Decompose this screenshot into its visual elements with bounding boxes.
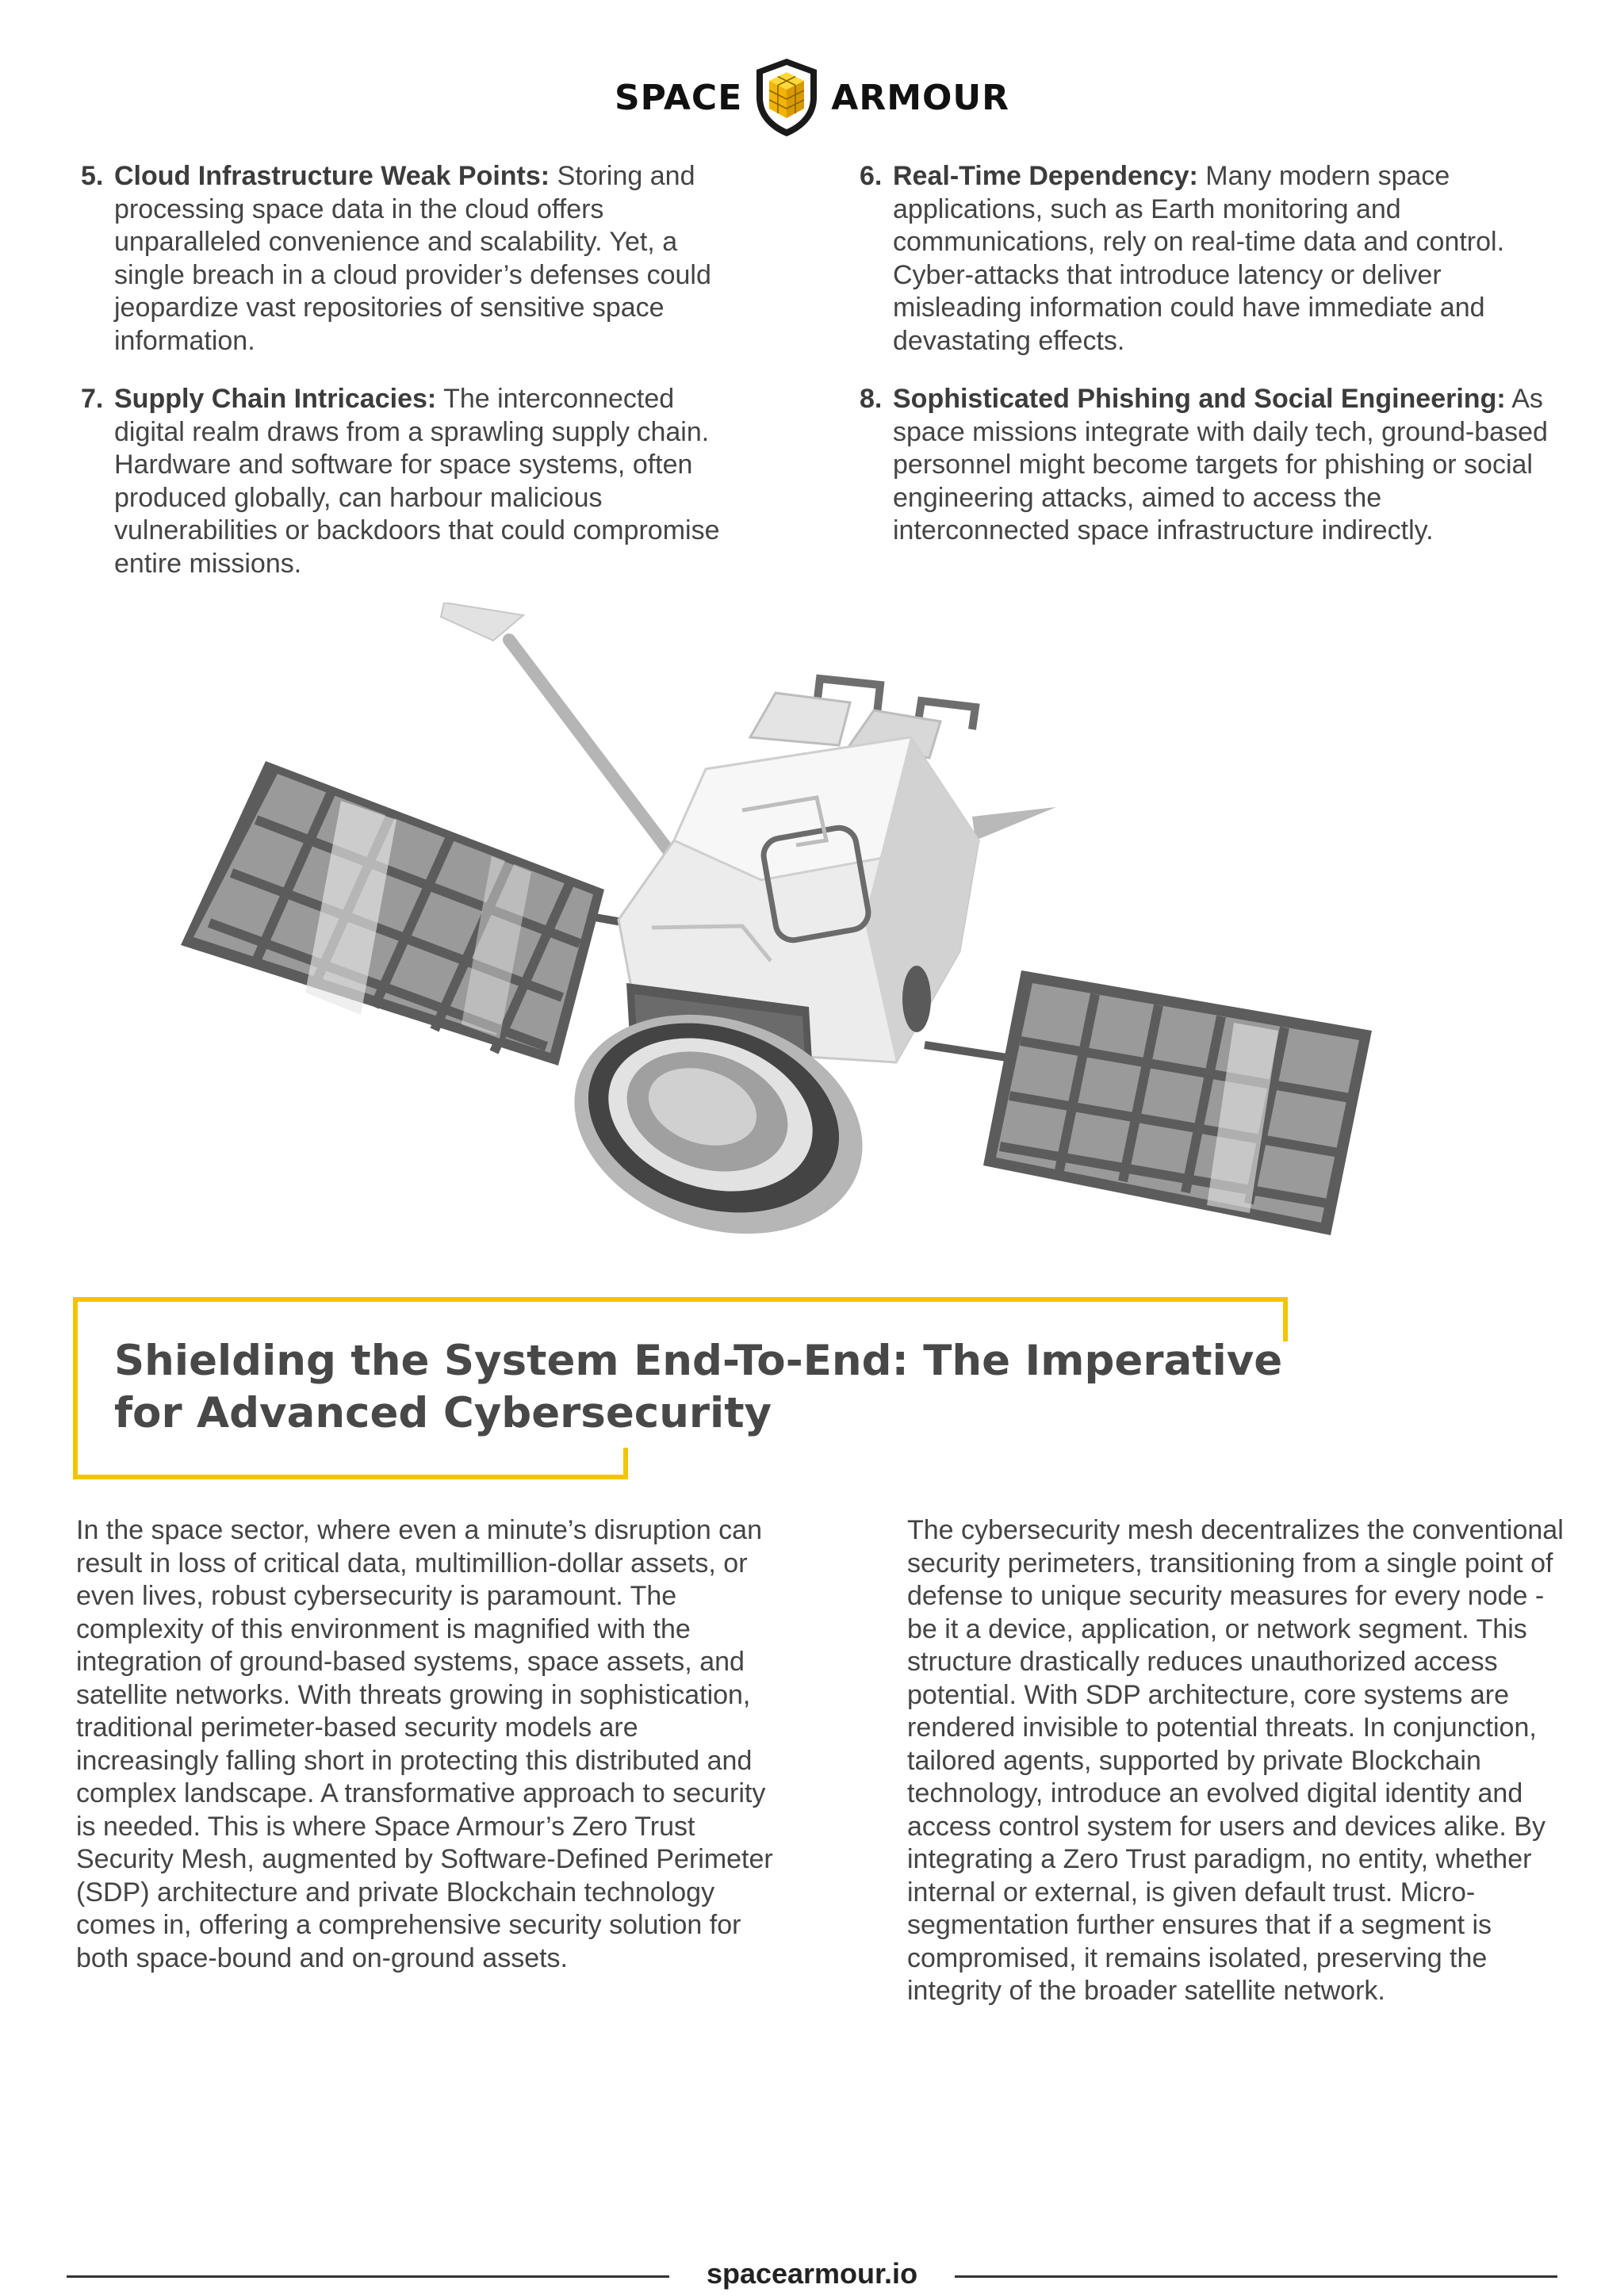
threat-number: 8. xyxy=(860,384,883,414)
footer-divider-left xyxy=(67,2275,669,2278)
threat-text: Storing and processing space data in the cloud offers unparalleled convenience and scalability. Yet, a single breach in a cloud provider’s defenses could jeopardize vast repositories of sensitive space information. xyxy=(114,161,711,356)
threat-text: As space missions integrate with daily tech, ground-based personnel might become targets for phishing or social engineering attacks, aimed to access the interconnected space infrastructure indirectly. xyxy=(893,384,1548,545)
threat-item-6 xyxy=(860,160,1559,358)
frame-line-bottom xyxy=(73,1475,628,1479)
threat-item-8 xyxy=(860,383,1559,548)
brand-word-armour: ARMOUR xyxy=(831,77,1010,118)
frame-line-left xyxy=(73,1297,78,1479)
section-heading: Shielding the System End-To-End: The Imperative for Advanced Cybersecurity xyxy=(114,1337,1283,1437)
threat-text: Many modern space applications, such as Earth monitoring and communications, rely on real-time data and control. Cyber-attacks that introduce latency or deliver misleading information could have immediate and devastating effects. xyxy=(893,161,1505,356)
brand-header xyxy=(0,54,1624,141)
threat-title: Real-Time Dependency: xyxy=(893,161,1198,191)
threat-title: Supply Chain Intricacies: xyxy=(114,384,437,414)
right-solar-panel xyxy=(983,970,1372,1235)
threat-title: Sophisticated Phishing and Social Engineering: xyxy=(893,384,1506,414)
left-solar-panel xyxy=(181,761,604,1066)
footer-url[interactable]: spacearmour.io xyxy=(706,2257,918,2290)
frame-line-top xyxy=(73,1297,1288,1302)
satellite-illustration xyxy=(159,603,1396,1261)
threat-title: Cloud Infrastructure Weak Points: xyxy=(114,161,550,191)
threat-item-7 xyxy=(81,383,749,580)
brand-word-space: SPACE xyxy=(614,77,743,118)
body-paragraph-right: The cybersecurity mesh decentralizes the conventional security perimeters, transitioning from a single point of defense to unique security measures for every node - be it a device, application, or network segment. This structure drastically reduces unauthorized access potential. With SDP architecture, core systems are rendered invisible to potential threats. In conjunction, tailored agents, supported by private Blockchain technology, introduce an evolved digital identity and access control system for users and devices alike. By integrating a Zero Trust paradigm, no entity, whether internal or external, is given default trust. Micro-segmentation further ensures that if a segment is compromised, it remains isolated, preserving the integrity of the broader satellite network. xyxy=(907,1515,1564,2006)
threat-number: 6. xyxy=(860,161,883,191)
shield-cube-icon xyxy=(753,56,820,139)
threat-number: 5. xyxy=(81,161,104,191)
frame-line-bottom-right xyxy=(623,1448,628,1479)
threat-number: 7. xyxy=(81,384,104,414)
body-paragraph-left: In the space sector, where even a minute’s disruption can result in loss of critical data, multimillion-dollar assets, or even lives, robust cybersecurity is paramount. The complexity of this environment is magnified with the integration of ground-based systems, space assets, and satellite networks. With threats growing in sophistication, traditional perimeter-based security models are increasingly falling short in protecting this distributed and complex landscape. A transformative approach to security is needed. This is where Space Armour’s Zero Trust Security Mesh, augmented by Software-Defined Perimeter (SDP) architecture and private Blockchain technology comes in, offering a comprehensive security solution for both space-bound and on-ground assets. xyxy=(76,1515,773,1973)
threat-text: The interconnected digital realm draws from a sprawling supply chain. Hardware and software for space systems, often produced globally, can harbour malicious vulnerabilities or backdoors that could compromise entire missions. xyxy=(114,384,720,579)
footer-divider-right xyxy=(955,2275,1557,2278)
threat-item-5 xyxy=(81,160,749,358)
